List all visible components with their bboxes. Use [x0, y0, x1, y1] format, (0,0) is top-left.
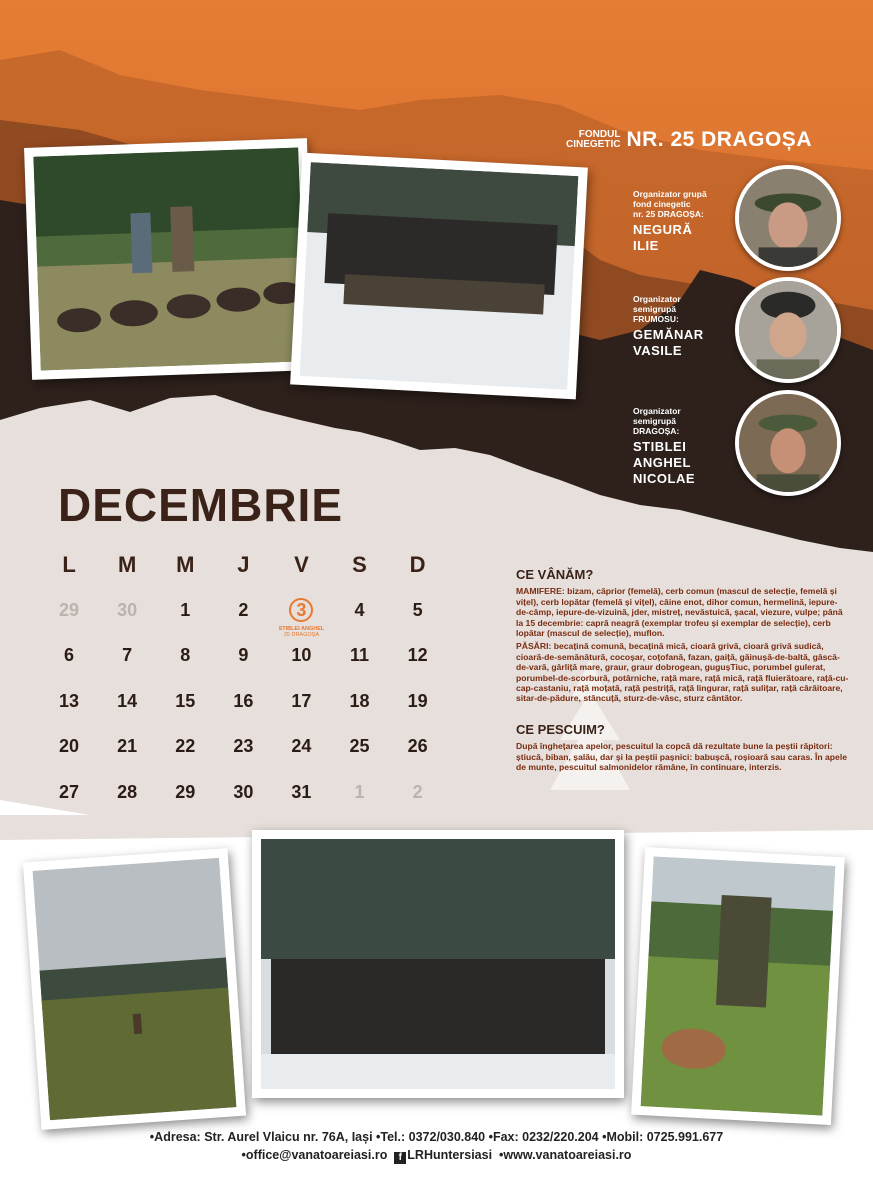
highlight-note-line1: STIBLEI ANGHEL: [278, 626, 325, 633]
calendar-day: 22: [175, 736, 196, 757]
calendar-week: [40, 770, 447, 816]
organizer-name-line: STIBLEI: [633, 439, 687, 454]
photo-hunters-group-snow: [290, 153, 588, 400]
calendar-day: 19: [407, 690, 428, 711]
hunt-info: [516, 567, 850, 704]
photo-misty-meadow: [23, 848, 246, 1130]
calendar-day: 9: [238, 645, 249, 666]
calendar-week: [40, 633, 447, 679]
calendar-day: 4: [354, 599, 365, 620]
organizer-role-line: Organizator: [633, 294, 681, 304]
organizer-name-line: GEMĂNAR: [633, 327, 704, 342]
portrait-organizer-3: [735, 390, 841, 496]
calendar-day: 16: [233, 690, 254, 711]
weekday-label: S: [352, 551, 367, 577]
calendar-day: 11: [350, 645, 370, 666]
facebook-icon: f: [394, 1152, 406, 1164]
fish-text: După înghețarea apelor, pescuitul la copcă dă rezultate bune la peștii răpitori: știucă, biban, șalău, dar și la peștii pașnici: babușcă, roșioară sau caras. În apele de munte, pescuitul salmonidelor rămâne, în continuare, interzis.: [516, 741, 847, 773]
calendar-day: 21: [117, 736, 138, 757]
month-title: DECEMBRIE: [58, 479, 344, 531]
calendar-day: 18: [349, 690, 370, 711]
calendar-week: [40, 724, 447, 770]
organizer-role-line: fond cinegetic: [633, 199, 691, 209]
calendar-day: 29: [175, 781, 196, 802]
weekday-label: D: [409, 551, 426, 577]
calendar-week: [40, 679, 447, 725]
hunting-fund-title: [566, 128, 812, 152]
birds-label: PĂSĂRI:: [516, 641, 552, 652]
calendar-day: 8: [180, 645, 191, 666]
fish-info: [516, 722, 850, 773]
calendar-day: 17: [291, 690, 312, 711]
calendar-day: 1: [354, 781, 365, 802]
highlight-note-line2: 25 DRAGOȘA: [283, 632, 319, 639]
fund-label-line2: CINEGETIC: [566, 139, 621, 150]
birds-text: becațină comună, becațină mică, cioară grivă, cioară grivă sudică, cioară-de-semănătură, cocoșar, coțofană, fazan, gaiță, găinușă-de-baltă, gâscă-de-vară, gârliță mare, graur, graur dobrogean, gugușTiuc, porumbel gulerat, porumbel-de-scorbură, potârniche, rață mare, rață mică, rață fluierătoare, rață-cu-cap-castaniu, rață moțată, rață pestriță, rață lingurar, rață sulițar, rață cârâitoare, sitar-de-pădure, stâncuță, sturz-de-vâsc, sturz cântător.: [516, 641, 849, 704]
portrait-organizer-2: [735, 277, 841, 383]
highlight-note: [266, 626, 336, 638]
footer-address: •Adresa: Str. Aurel Vlaicu nr. 76A, Iași •Tel.: 0372/030.840 •Fax: 0232/220.204 •Mobil: 0725.991.677: [149, 1130, 724, 1144]
calendar-day: 2: [412, 781, 423, 802]
organizer-role-line: Organizator: [633, 406, 681, 416]
calendar-day: 10: [291, 645, 312, 666]
calendar-day: 15: [175, 690, 196, 711]
organizer-role-line: semigrupă: [633, 416, 676, 426]
calendar-day: 30: [233, 781, 254, 802]
calendar-day: 14: [117, 690, 138, 711]
fund-label-line1: FONDUL: [578, 129, 621, 140]
photo-hunter-with-deer: [631, 847, 845, 1125]
organizer-2: [633, 294, 704, 359]
photo-hunters-winter-forest: [252, 830, 624, 1098]
calendar-day: 12: [407, 645, 428, 666]
organizer-name-line: NEGURĂ: [633, 222, 693, 237]
organizer-role-line: semigrupă: [633, 304, 676, 314]
organizer-name-line: ILIE: [633, 238, 659, 253]
calendar-day: 27: [59, 781, 80, 802]
photo-hunters-boars: [24, 138, 315, 380]
calendar-day-highlighted: [272, 598, 330, 639]
footer-email[interactable]: •office@vanatoareiasi.ro: [241, 1148, 388, 1162]
organizer-name-line: ANGHEL: [633, 455, 691, 470]
fund-number: NR. 25 DRAGOȘA: [626, 128, 812, 151]
calendar-day: 29: [59, 599, 80, 620]
weekday-label: V: [294, 551, 309, 577]
organizer-role-line: DRAGOȘA:: [633, 426, 680, 436]
weekday-label: M: [176, 551, 195, 577]
mammals-label: MAMIFERE:: [516, 586, 565, 597]
calendar-day: 5: [412, 599, 423, 620]
organizer-role-line: Organizator grupă: [633, 189, 707, 199]
organizer-3: [633, 406, 695, 487]
calendar-day: 6: [64, 645, 75, 666]
organizer-role-line: FRUMOSU:: [633, 314, 679, 324]
calendar-day: 30: [117, 599, 138, 620]
calendar-day: 25: [349, 736, 370, 757]
calendar-day: 24: [291, 736, 312, 757]
fish-title: CE PESCUIM?: [516, 722, 605, 737]
calendar-week: [40, 588, 447, 639]
organizer-1: [633, 189, 707, 254]
calendar-day: 1: [180, 599, 191, 620]
calendar-day: 26: [407, 736, 428, 757]
footer-facebook[interactable]: LRHuntersiasi: [407, 1148, 493, 1162]
highlight-ring: 3: [289, 598, 313, 622]
footer-website[interactable]: •www.vanatoareiasi.ro: [499, 1148, 632, 1162]
footer-contacts: [0, 1148, 873, 1164]
hunt-mammals: [516, 586, 850, 638]
organizer-role-line: nr. 25 DRAGOȘA:: [633, 209, 704, 219]
calendar-day: 2: [238, 599, 249, 620]
portrait-organizer-1: [735, 165, 841, 271]
calendar-day: 20: [59, 736, 80, 757]
weekday-label: M: [117, 551, 137, 577]
weekday-label: J: [237, 551, 250, 577]
hunt-title: CE VÂNĂM?: [516, 567, 594, 582]
hunt-birds: [516, 641, 850, 703]
calendar-day: 28: [117, 781, 138, 802]
weekday-header: [40, 542, 447, 588]
organizer-name-line: NICOLAE: [633, 471, 695, 486]
organizer-name-line: VASILE: [633, 343, 682, 358]
calendar-grid: [40, 542, 447, 815]
calendar-day: 23: [233, 736, 254, 757]
calendar-day: 13: [59, 690, 80, 711]
calendar-day: 7: [122, 645, 133, 666]
mammals-text: bizam, căprior (femelă), cerb comun (mascul de selecție, femelă și vițel), cerb lopătar (femelă și vițel), câine enot, dihor comun, hermelină, iepure-de-câmp, iepure-de-vizuină, jder, mistreț, nevăstuică, șacal, viezure, vulpe; până la 15 decembrie: capră neagră (exemplar trofeu și exemplar de selecție), cerb lopătar (mascul de selecție), muflon.: [516, 586, 843, 639]
weekday-label: L: [62, 551, 76, 577]
calendar-day: 31: [291, 781, 312, 802]
